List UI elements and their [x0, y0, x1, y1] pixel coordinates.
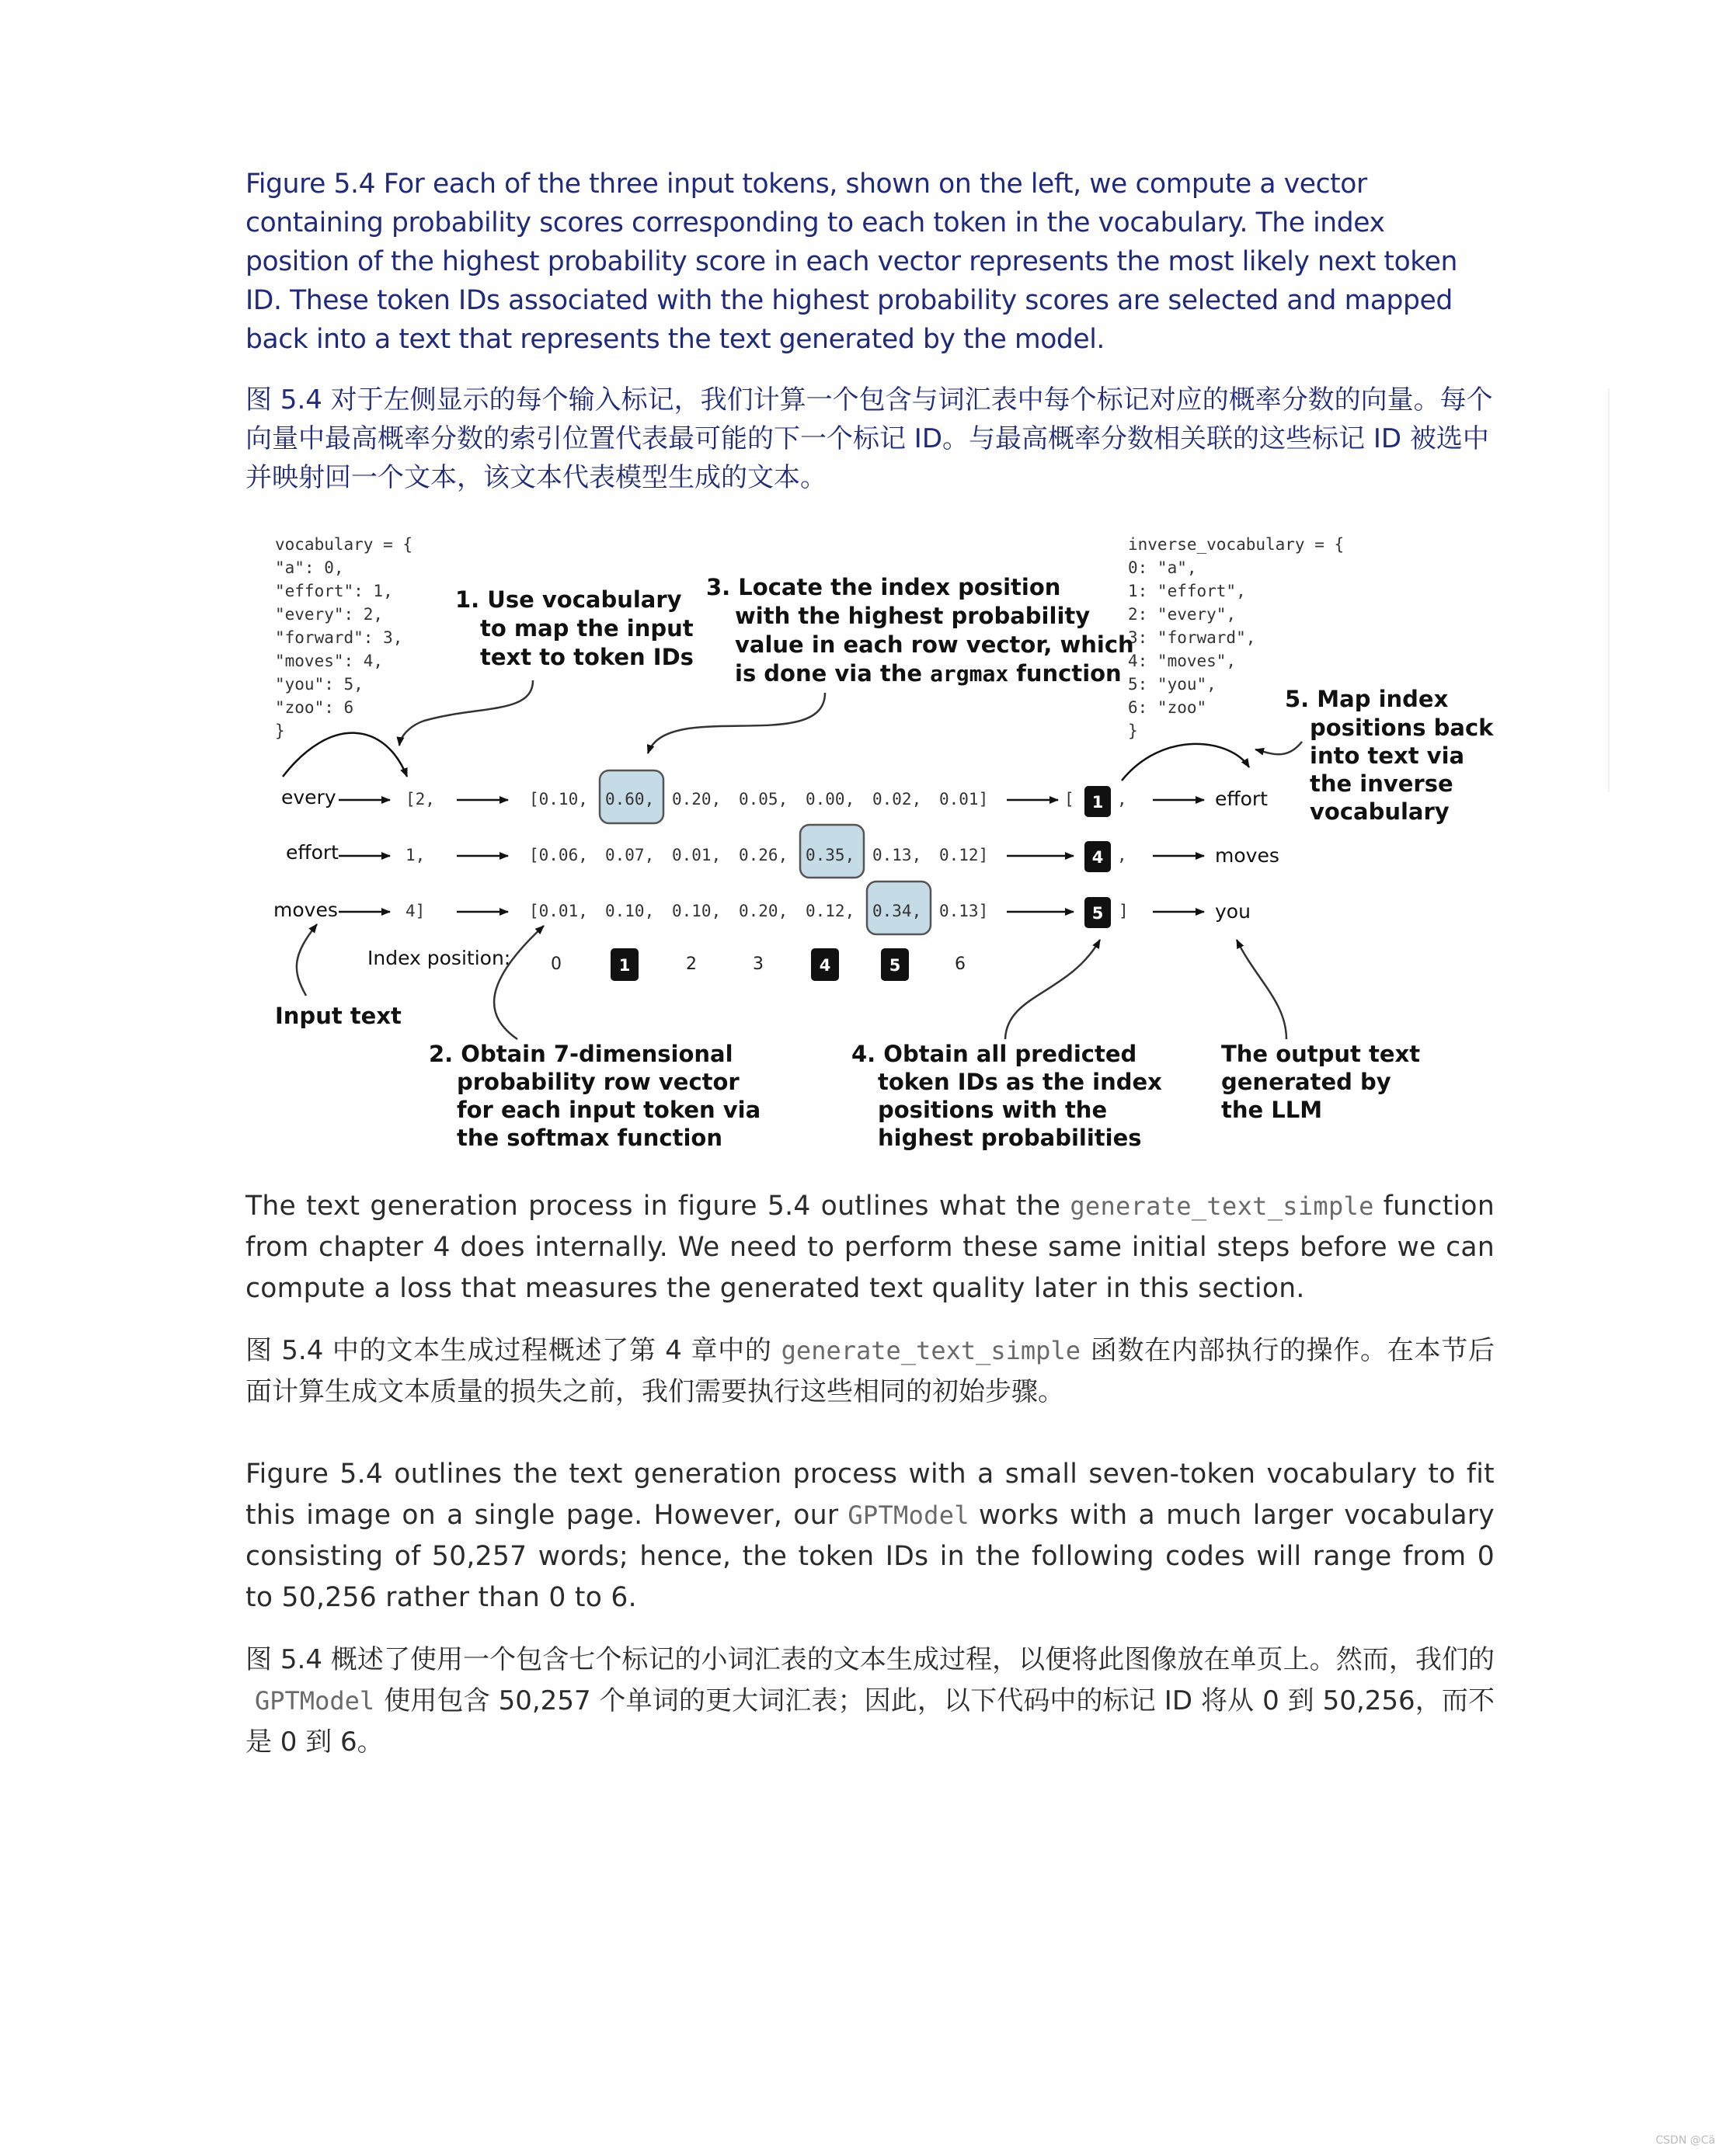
prob-value: 0.13]: [939, 902, 989, 920]
row-effort: [286, 841, 1279, 872]
vocabulary-block: [275, 535, 412, 740]
page-margin-rule: [1608, 388, 1610, 792]
annotation-2: [429, 1041, 761, 1151]
annotation-output-line: generated by: [1221, 1069, 1391, 1095]
paragraph-2-zh: [245, 1640, 1495, 1763]
annotation-3-line: 3. Locate the index position: [706, 574, 1061, 600]
annotation-1-line: to map the input: [480, 615, 694, 642]
annotation-4-line: token IDs as the index: [878, 1069, 1162, 1095]
annotation-5-line: 5. Map index: [1285, 686, 1449, 712]
index-position-label: Index position:: [367, 947, 511, 969]
output-token: moves: [1215, 844, 1279, 867]
paragraph-1-zh-before: 图 5.4 中的文本生成过程概述了第 4 章中的: [245, 1335, 772, 1366]
figure-caption-zh: 图 5.4 对于左侧显示的每个输入标记，我们计算一个包含与词汇表中每个标记对应的概率分数的向量。每个向量中最高概率分数的索引位置代表最可能的下一个标记 ID。与最高概率分数相关联的这些标记 ID 被选中并映射回一个文本，该文本代表模型生成的文本。: [245, 384, 1493, 493]
vocab-line: "a": 0,: [275, 558, 344, 577]
vocab-line: "zoo": 6: [275, 698, 354, 717]
prob-value: [0.10,: [529, 790, 588, 808]
vocab-line: vocabulary = {: [275, 535, 413, 554]
bracket: ]: [1119, 902, 1129, 920]
index-number: 0: [551, 955, 562, 974]
prob-value: 0.26,: [739, 846, 788, 864]
token-id: 4]: [406, 902, 426, 920]
figure-caption-en: Figure 5.4 For each of the three input tokens, shown on the left, we compute a vector containing probability scores corresponding to each token in the vocabulary. The index position of the highest probability score in each vector represents the most likely next token ID. These token IDs associated with the highest probability scores are selected and mapped back into a text that represents the text generated by the model.: [245, 169, 1457, 355]
vocabulary-lookup-arrow: [283, 733, 407, 777]
annotation-1-line: text to token IDs: [480, 644, 694, 670]
prob-value: 0.05,: [739, 790, 788, 808]
prob-value: 0.10,: [672, 902, 722, 920]
prob-value: [0.06,: [529, 846, 588, 864]
index-number: 3: [753, 955, 764, 974]
paragraph-2-zh-before: 图 5.4 概述了使用一个包含七个标记的小词汇表的文本生成过程，以便将此图像放在单页上。然而，我们的: [245, 1644, 1495, 1675]
text-generation-figure: [245, 520, 1519, 1173]
prob-value: 0.10,: [605, 902, 655, 920]
annotation-5-line: the inverse: [1310, 770, 1453, 797]
predicted-id: 5: [1091, 904, 1104, 923]
inverse-lookup-arrow: [1122, 744, 1249, 781]
annotation-5-arrow: [1255, 742, 1302, 754]
prob-value-max: 0.60,: [605, 790, 655, 808]
row-moves: [273, 897, 1251, 928]
prob-value: 0.20,: [672, 790, 722, 808]
annotation-5-line: vocabulary: [1310, 798, 1450, 825]
inv-vocab-line: 1: "effort",: [1128, 582, 1246, 600]
prob-value: 0.12,: [806, 902, 855, 920]
inline-code-gptmodel-zh: GPTModel: [255, 1686, 375, 1716]
annotation-1: [455, 586, 694, 670]
inv-vocab-line: 4: "moves",: [1128, 652, 1237, 670]
annotation-4-line: 4. Obtain all predicted: [851, 1041, 1137, 1067]
inline-code-generate-text-simple: generate_text_simple: [1070, 1191, 1374, 1221]
annotation-3-arrow: [648, 693, 825, 753]
index-number: 2: [686, 955, 697, 974]
prob-value: 0.02,: [872, 790, 922, 808]
annotation-3-line: value in each row vector, which: [735, 631, 1134, 658]
annotation-4-line: highest probabilities: [878, 1125, 1142, 1151]
annotation-1-line: 1. Use vocabulary: [455, 586, 682, 613]
annotation-3-line: is done via the argmax function: [735, 660, 1122, 687]
annotation-4-arrow: [1005, 940, 1100, 1039]
output-text-arrow: [1237, 940, 1286, 1039]
output-token: you: [1215, 900, 1251, 923]
annotation-1-arrow: [399, 680, 533, 746]
inv-vocab-line: 3: "forward",: [1128, 628, 1256, 647]
annotation-2-line: 2. Obtain 7-dimensional: [429, 1041, 733, 1067]
paragraph-2-en: [245, 1454, 1495, 1619]
index-number: 6: [955, 955, 966, 974]
inv-vocab-line: }: [1128, 722, 1138, 740]
annotation-5: [1285, 686, 1494, 825]
inline-code-generate-text-simple-zh: generate_text_simple: [781, 1336, 1081, 1365]
token-id: 1,: [406, 846, 426, 864]
predicted-id: 1: [1091, 793, 1104, 812]
prob-value: 0.01,: [672, 846, 722, 864]
input-token: effort: [286, 841, 339, 864]
paragraph-1-zh-after: 函数在内部执行的操作。在本节后面计算生成文本质量的损失之前，我们需要执行这些相同的初始步骤。: [245, 1335, 1495, 1407]
vocab-line: "forward": 3,: [275, 628, 403, 647]
annotation-2-line: for each input token via: [457, 1097, 761, 1123]
paragraph-1-en-after: function from chapter 4 does internally. We need to perform these same initial steps before we can compute a loss that measures the generated text quality later in this section.: [245, 1191, 1495, 1304]
vocab-line: "moves": 4,: [275, 652, 384, 670]
annotation-output-line: the LLM: [1221, 1097, 1323, 1123]
prob-value: 0.07,: [605, 846, 655, 864]
token-id: [2,: [406, 790, 435, 808]
paragraph-2-en-before: Figure 5.4 outlines the text generation process with a small seven-token vocabulary to fit this image on a single page. However, our: [245, 1459, 1495, 1531]
prob-value: 0.13,: [872, 846, 922, 864]
prob-value-max: 0.34,: [872, 902, 922, 920]
annotation-3-line: with the highest probability: [735, 603, 1091, 629]
annotation-2-line: probability row vector: [457, 1069, 740, 1095]
prob-value: [0.01,: [529, 902, 588, 920]
inv-vocab-line: 6: "zoo": [1128, 698, 1207, 717]
index-number: 5: [889, 956, 901, 975]
index-position-row: [367, 947, 966, 981]
bracket: ,: [1117, 790, 1127, 808]
inv-vocab-line: 2: "every",: [1128, 605, 1237, 624]
prob-value: 0.01]: [939, 790, 989, 808]
watermark: CSDN @Cä: [1655, 2134, 1715, 2147]
vocab-line: }: [275, 722, 285, 740]
input-text-arrow: [297, 924, 317, 996]
paragraph-1-en: [245, 1186, 1495, 1309]
prob-value: 0.12]: [939, 846, 989, 864]
inv-vocab-line: 0: "a",: [1128, 558, 1197, 577]
prob-value: 0.20,: [739, 902, 788, 920]
paragraph-2-en-after: works with a much larger vocabulary consisting of 50,257 words; hence, the token IDs in the following codes will range from 0 to 50,256 rather than 0 to 6.: [245, 1500, 1495, 1613]
annotation-output: [1221, 1041, 1420, 1123]
annotation-2-arrow: [494, 926, 544, 1039]
annotation-4: [851, 1041, 1162, 1151]
input-token: moves: [273, 899, 338, 921]
predicted-id: 4: [1091, 848, 1104, 867]
annotation-4-line: positions with the: [878, 1097, 1108, 1123]
inv-vocab-line: 5: "you",: [1128, 675, 1217, 694]
vocab-line: "every": 2,: [275, 605, 384, 624]
bracket: [: [1064, 790, 1074, 808]
prob-value: 0.00,: [806, 790, 855, 808]
index-number: 4: [819, 956, 831, 975]
vocab-line: "you": 5,: [275, 675, 364, 694]
paragraph-2-zh-after: 使用包含 50,257 个单词的更大词汇表；因此，以下代码中的标记 ID 将从 0 到 50,256，而不是 0 到 6。: [245, 1685, 1495, 1758]
input-text-label: Input text: [275, 1003, 402, 1029]
prob-value-max: 0.35,: [806, 846, 855, 864]
annotation-2-line: the softmax function: [457, 1125, 722, 1151]
paragraph-1-en-before: The text generation process in figure 5.4 outlines what the: [245, 1191, 1061, 1222]
index-number: 1: [618, 956, 631, 975]
paragraph-1-zh: [245, 1330, 1495, 1413]
output-token: effort: [1215, 788, 1268, 810]
inline-code-gptmodel: GPTModel: [848, 1501, 969, 1530]
vocab-line: "effort": 1,: [275, 582, 393, 600]
annotation-output-line: The output text: [1221, 1041, 1421, 1067]
annotation-5-line: into text via: [1310, 742, 1465, 769]
annotation-3: [706, 574, 1134, 687]
annotation-5-line: positions back: [1310, 715, 1494, 741]
inv-vocab-line: inverse_vocabulary = {: [1128, 535, 1345, 554]
input-token: every: [281, 786, 336, 808]
row-every: [281, 786, 1268, 817]
bracket: ,: [1117, 846, 1127, 864]
